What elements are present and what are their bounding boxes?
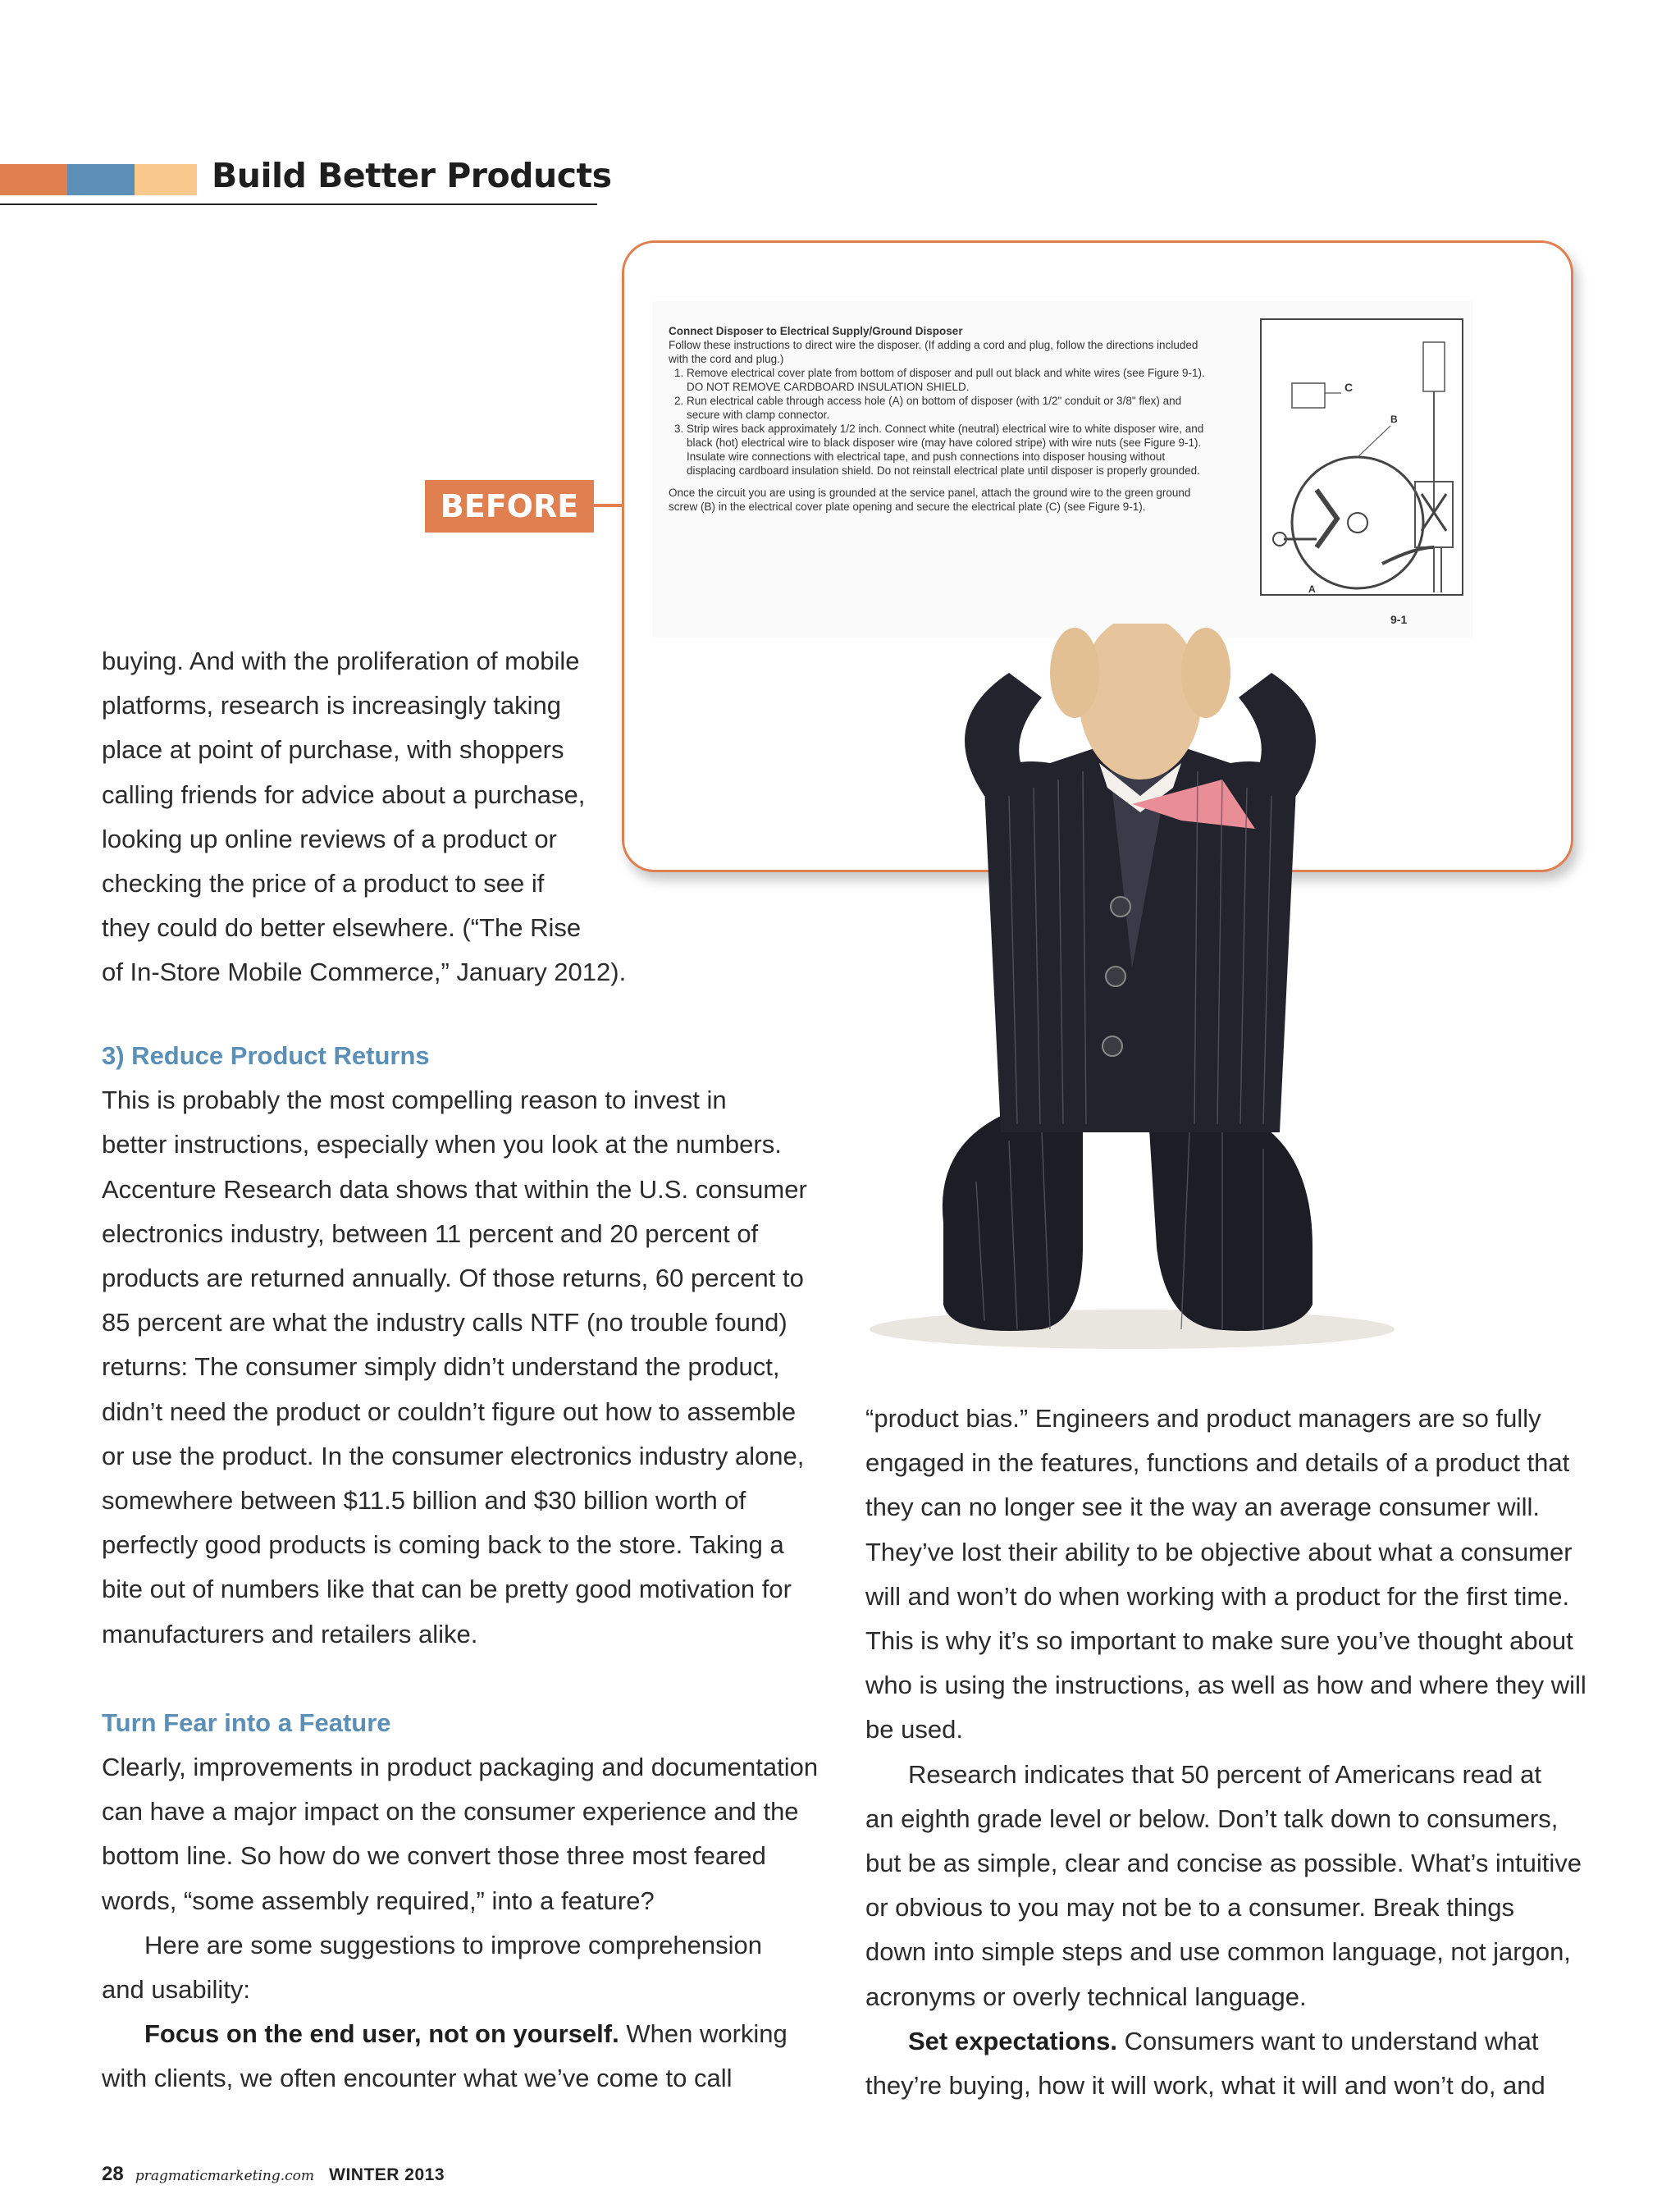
section-title: Build Better Products <box>212 156 612 195</box>
text-line: This is why it’s so important to make sure you’ve thought about <box>865 1626 1573 1656</box>
text-line: an eighth grade level or below. Don’t talk down to consumers, <box>865 1804 1559 1833</box>
text-line: They’ve lost their ability to be objective about what a consumer <box>865 1537 1573 1566</box>
text-line: returns: The consumer simply didn’t understand the product, <box>102 1352 780 1382</box>
text-line: somewhere between $11.5 billion and $30 billion worth of <box>102 1486 746 1516</box>
text-line: Accenture Research data shows that within the U.S. consumer <box>102 1174 807 1204</box>
expectations-paragraph-line <box>865 2019 1653 2064</box>
text-line: be used. <box>865 1715 963 1744</box>
header-rule <box>0 203 597 205</box>
instruction-steps <box>669 366 1210 478</box>
footer-issue: WINTER 2013 <box>329 2165 445 2184</box>
text-line: Research indicates that 50 percent of Americans read at <box>908 1759 1541 1789</box>
text-line: will and won’t do when working with a product for the first time. <box>865 1581 1570 1611</box>
text-line: or use the product. In the consumer electronics industry alone, <box>102 1441 805 1470</box>
text-line: they could do better elsewhere. (“The Rise <box>102 913 582 943</box>
text-line: perfectly good products is coming back to the store. Taking a <box>102 1530 784 1560</box>
heading-fear-into-feature: Turn Fear into a Feature <box>102 1708 391 1737</box>
text-line: with clients, we often encounter what we’ve come to call <box>102 2064 733 2093</box>
text-line: better instructions, especially when you look at the numbers. <box>102 1130 782 1159</box>
instruction-title: Connect Disposer to Electrical Supply/Ground Disposer <box>669 325 963 337</box>
text-line: words, “some assembly required,” into a feature? <box>102 1886 655 1915</box>
fig-label-c: C <box>1344 381 1354 394</box>
text-line: calling friends for advice about a purchase, <box>102 780 586 809</box>
header-stripe-blue <box>67 164 135 195</box>
text-line: they’re buying, how it will work, what it will and won’t do, and <box>865 2071 1545 2101</box>
text-line: down into simple steps and use common language, not jargon, <box>865 1937 1571 1967</box>
focus-rest: When working <box>619 2019 788 2049</box>
expectations-lead-in: Set expectations. <box>908 2026 1117 2055</box>
text-line: they can no longer see it the way an average consumer will. <box>865 1493 1540 1522</box>
text-line: bite out of numbers like that can be pretty good motivation for <box>102 1575 792 1604</box>
focus-lead-in: Focus on the end user, not on yourself. <box>144 2019 619 2049</box>
disposer-wiring-diagram <box>1259 318 1464 597</box>
expectations-rest: Consumers want to understand what <box>1116 2026 1539 2055</box>
before-badge: BEFORE <box>425 480 594 533</box>
focus-paragraph-line <box>102 2012 840 2056</box>
left-column-intro <box>102 639 840 995</box>
fig-label-b: B <box>1390 414 1398 425</box>
heading-reduce-returns: 3) Reduce Product Returns <box>102 1041 430 1070</box>
badge-connector <box>594 504 623 507</box>
header-stripe-peach <box>135 164 197 195</box>
instruction-scan <box>652 301 1472 638</box>
text-line: checking the price of a product to see if <box>102 869 545 898</box>
left-column-returns <box>102 1034 840 2101</box>
text-line: of In-Store Mobile Commerce,” January 2012). <box>102 958 627 987</box>
figure-number: 9-1 <box>1390 613 1408 626</box>
text-line: Here are some suggestions to improve comprehension <box>144 1930 762 1959</box>
instruction-intro: Follow these instructions to direct wire the disposer. (If adding a cord and plug, follow the directions included with the cord and plug.) <box>669 339 1198 365</box>
text-line: products are returned annually. Of those returns, 60 percent to <box>102 1264 804 1293</box>
instruction-text <box>669 324 1210 514</box>
instruction-step: 3. Strip wires back approximately 1/2 inch. Connect white (neutral) electrical wire to white disposer wire, and black (hot) electrical wire to black disposer wire (may have colored stripe) with wire nuts (see Figure 9-1). Insulate wire connections with electrical tape, and push connections into disposer housing without displacing cardboard insulation shield. Do not reinstall electrical plate until disposer is properly grounded. <box>687 422 1210 478</box>
text-line: can have a major impact on the consumer experience and the <box>102 1797 799 1827</box>
instruction-closing: Once the circuit you are using is grounded at the service panel, attach the ground wire to the green ground screw (B) in the electrical cover plate opening and secure the electrical plate (C) (see Figure 9-1). <box>669 487 1191 513</box>
footer-site: pragmaticmarketing.com <box>135 2168 315 2184</box>
text-line: acronyms or overly technical language. <box>865 1982 1307 2011</box>
text-line: “product bias.” Engineers and product managers are so fully <box>865 1404 1541 1433</box>
text-line: 85 percent are what the industry calls NTF (no trouble found) <box>102 1308 788 1337</box>
text-line: looking up online reviews of a product or <box>102 824 557 853</box>
right-column <box>865 1397 1653 2108</box>
confused-puppet-illustration <box>837 624 1411 1362</box>
text-line: electronics industry, between 11 percent and 20 percent of <box>102 1218 759 1248</box>
text-line: manufacturers and retailers alike. <box>102 1619 478 1648</box>
header-stripe-orange <box>0 164 67 195</box>
text-line: Clearly, improvements in product packaging and documentation <box>102 1753 819 1782</box>
text-line: This is probably the most compelling reason to invest in <box>102 1086 727 1115</box>
fig-label-a: A <box>1308 583 1316 595</box>
text-line: place at point of purchase, with shoppers <box>102 735 564 765</box>
instruction-step: 2. Run electrical cable through access hole (A) on bottom of disposer (with 1/2" conduit or 3/8" flex) and secure with clamp connector. <box>687 394 1210 422</box>
text-line: didn’t need the product or couldn’t figure out how to assemble <box>102 1397 797 1426</box>
text-line: and usability: <box>102 1975 250 2005</box>
text-line: or obvious to you may not be to a consumer. Break things <box>865 1893 1514 1923</box>
text-line: buying. And with the proliferation of mobile <box>102 647 580 675</box>
text-line: engaged in the features, functions and details of a product that <box>865 1448 1570 1478</box>
text-line: platforms, research is increasingly taking <box>102 691 561 720</box>
page-number: 28 <box>102 2163 124 2185</box>
text-line: bottom line. So how do we convert those three most feared <box>102 1841 766 1871</box>
text-line: who is using the instructions, as well as how and where they will <box>865 1671 1586 1700</box>
instruction-step: 1. Remove electrical cover plate from bottom of disposer and pull out black and white wires (see Figure 9-1). DO NOT REMOVE CARDBOARD INSULATION SHIELD. <box>687 366 1210 394</box>
text-line: but be as simple, clear and concise as possible. What’s intuitive <box>865 1849 1582 1878</box>
page-footer <box>102 2163 445 2186</box>
